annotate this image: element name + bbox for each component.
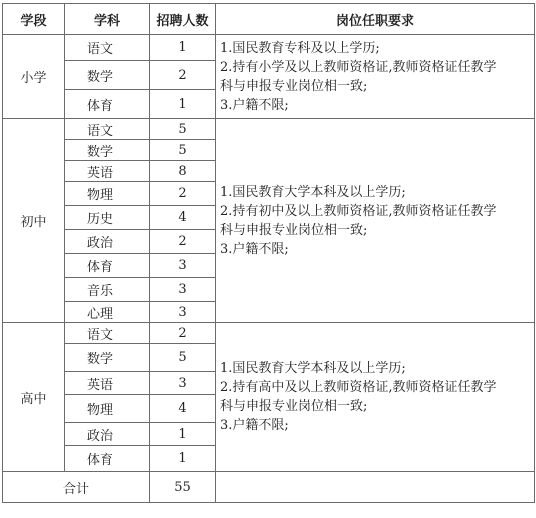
subject-cell: 音乐 [65,278,150,302]
stage-cell-middle: 初中 [3,119,65,323]
subject-cell: 物理 [65,182,150,206]
subject-cell: 语文 [65,119,150,140]
subject-cell: 政治 [65,423,150,446]
header-stage: 学段 [3,4,65,35]
count-cell: 3 [150,254,216,278]
count-cell: 4 [150,206,216,230]
count-cell: 2 [150,61,216,90]
requirement-line: 3.户籍不限; [220,97,289,113]
count-cell: 2 [150,182,216,206]
table-row [3,323,535,344]
count-cell: 5 [150,119,216,140]
subject-cell: 心理 [65,302,150,323]
header-subject: 学科 [65,4,150,35]
requirements-cell-middle [216,119,535,323]
subject-cell: 体育 [65,90,150,119]
count-cell: 3 [150,302,216,323]
requirement-line: 3.户籍不限; [220,241,289,257]
header-row [3,4,535,35]
count-cell: 5 [150,140,216,161]
requirement-line: 科与申报专业岗位相一致; [220,78,368,94]
table-row [3,35,535,61]
count-cell: 2 [150,323,216,344]
subject-cell: 语文 [65,323,150,344]
requirements-cell-primary [216,35,535,119]
requirement-line: 1.国民教育大学本科及以上学历; [220,184,406,200]
requirement-line: 1.国民教育大学本科及以上学历; [220,361,406,376]
count-cell: 3 [150,372,216,395]
stage-cell-high: 高中 [3,323,65,472]
count-cell: 1 [150,35,216,61]
requirement-line: 3.户籍不限; [220,418,289,433]
total-row [3,472,535,503]
requirement-line: 2.持有初中及以上教师资格证,教师资格证任教学 [220,203,497,219]
count-cell: 8 [150,161,216,182]
count-cell: 1 [150,446,216,472]
stage-cell-primary: 小学 [3,35,65,119]
subject-cell: 体育 [65,446,150,472]
subject-cell: 英语 [65,161,150,182]
subject-cell: 数学 [65,344,150,372]
subject-cell: 数学 [65,140,150,161]
subject-cell: 政治 [65,230,150,254]
requirement-line: 1.国民教育专科及以上学历; [220,40,380,56]
subject-cell: 英语 [65,372,150,395]
table-row [3,119,535,140]
count-cell: 5 [150,344,216,372]
count-cell: 2 [150,230,216,254]
subject-cell: 物理 [65,395,150,423]
requirement-line: 2.持有小学及以上教师资格证,教师资格证任教学 [220,59,497,75]
count-cell: 1 [150,423,216,446]
total-label: 合计 [3,472,150,503]
count-cell: 1 [150,90,216,119]
subject-cell: 历史 [65,206,150,230]
recruitment-table [2,3,535,503]
requirement-line: 2.持有高中及以上教师资格证,教师资格证任教学 [220,380,497,395]
total-count: 55 [150,472,216,503]
subject-cell: 语文 [65,35,150,61]
subject-cell: 体育 [65,254,150,278]
requirements-cell-high [216,323,535,472]
count-cell: 4 [150,395,216,423]
requirement-line: 科与申报专业岗位相一致; [220,222,368,238]
header-count: 招聘人数 [150,4,216,35]
header-requirements: 岗位任职要求 [216,4,535,35]
requirement-line: 科与申报专业岗位相一致; [220,399,368,414]
total-empty-cell [216,472,535,503]
count-cell: 3 [150,278,216,302]
subject-cell: 数学 [65,61,150,90]
